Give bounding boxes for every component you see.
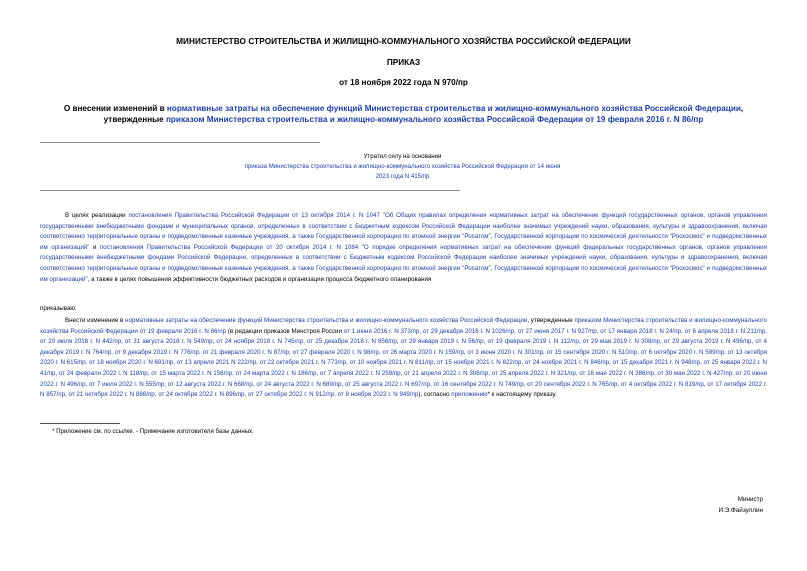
divider-top bbox=[40, 142, 320, 143]
body-text: Внести изменение в bbox=[65, 317, 126, 324]
footnote: * Приложение см. по ссылке. - Примечание изготовителя базы данных. bbox=[52, 428, 254, 435]
preamble-text: и bbox=[89, 243, 100, 251]
body-text: , утвержденные bbox=[527, 317, 575, 324]
title-link-order[interactable]: приказом Министерства строительства и жилищно-коммунального хозяйства Российской Федерации от 19 февраля 2016 г. N 86/пр bbox=[165, 115, 704, 124]
preamble-text: В целях реализации bbox=[65, 212, 129, 219]
body-link-order[interactable]: приказом Министерства строительства и жилищно-коммунального хозяйства Российской Федерации от 19 февраля 2016 г. N 86/пр bbox=[40, 317, 767, 335]
ministry-name: МИНИСТЕРСТВО СТРОИТЕЛЬСТВА И ЖИЛИЩНО-КОММУНАЛЬНОГО ХОЗЯЙСТВА РОССИЙСКОЙ ФЕДЕРАЦИИ bbox=[176, 37, 631, 46]
body-text: (в редакции приказов Минстроя России bbox=[226, 327, 344, 335]
footnote-divider bbox=[40, 423, 120, 424]
preamble-text: , а также в целях повышения эффективности бюджетных расходов и организации процесса бюджетного планирования bbox=[87, 275, 432, 283]
order-body-paragraph bbox=[40, 316, 767, 401]
document-type: ПРИКАЗ bbox=[386, 58, 421, 67]
preamble-link-1047[interactable]: постановления Правительства Российской Федерации от 13 октября 2014 г. N 1047 "Об Общих правилах определения нормативных затрат на обеспечение функций государственных органов, органов управления государственными внебюджетными фондами и муниципальных органов, определенных в соответствии с Бюджетным кодексом Российской Федерации наиболее значимых учреждений науки, образования, культуры и здравоохранения, включая соответственно территориальные органы и подведомственные казенные учреждения, а также Государственной корпорации по атомной энергии "Росатом", Государственной корпорации по космической деятельности "Роскосмос" и подведомственных им организаций" bbox=[40, 212, 767, 251]
revocation-note bbox=[240, 152, 565, 182]
preamble-paragraph bbox=[40, 211, 767, 285]
body-link-amendments[interactable]: от 1 июня 2016 г. N 373/пр, от 29 декабря 2016 г. N 1026/пр, от 27 июня 2017 г. N 927/пр, от 17 января 2018 г. N 24/пр, от 6 апреля 2018 г. N 211/пр, от 20 июля 2018 г. N 442/пр, от 31 августа 2018 г. N 549/пр, от 24 ноября 2018 г. N 745/пр, от 25 декабря 2018 г. N 856/пр, от 29 января 2019 г. N 56/пр, от 19 февраля 2019 г. N 112/пр, от 29 мая 2019 г. N 308/пр, от 29 августа 2019 г. N 496/пр, от 4 декабря 2019 г. N 764/пр, от 9 декабря 2019 г. N 776/пр, от 21 февраля 2020 г. N 87/пр, от 27 февраля 2020 г. N 98/пр, от 26 марта 2020 г. N 159/пр, от 3 июня 2020 г. N 301/пр, от 15 сентября 2020 г. N 510/пр, от 6 октября 2020 г. N 589/пр, от 13 октября 2020 г. N 615/пр, от 18 ноября 2020 г. N 691/пр, от 13 апреля 2021 N 222/пр, от 22 октября 2021 г. N 773/пр, от 10 ноября 2021 г. N 811/пр, от 15 ноября 2021 г. N 822/пр, от 24 ноября 2021 г. N 846/пр, от 15 декабря 2021 г. N 948/пр, от 25 января 2022 г. N 41/пр, от 24 февраля 2022 г. N 118/пр, от 15 марта 2022 г. N 156/пр, от 24 марта 2022 г. N 186/пр, от 7 апреля 2022 г. N 259/пр, от 21 апреля 2022 г. N 306/пр, от 25 апреля 2022 г. N 321/пр, от 16 мая 2022 г. N 386/пр, от 30 мая 2022 г. N 427/пр, от 20 июня 2022 г. N 496/пр, от 7 июля 2022 г. N 555/пр, от 12 августа 2022 г. N 668/пр, от 24 августа 2022 г. N 689/пр, от 25 августа 2022 г. N 697/пр, от 16 сентября 2022 г. N 749/пр, от 20 сентября 2022 г. N 765/пр, от 4 октября 2022 г. N 819/пр, от 17 октября 2022 г. N 857/пр, от 21 октября 2022 г. N 886/пр, от 24 октября 2022 г. N 896/пр, от 27 октября 2022 г. N 912/пр, от 8 ноября 2022 г. N 949/пр bbox=[40, 327, 767, 399]
preamble-link-1084[interactable]: постановления Правительства Российской Федерации от 20 октября 2014 г. N 1084 "О порядке определения нормативных затрат на обеспечение функций федеральных государственных органов, органов управления государственными внебюджетными фондами Российской Федерации, определенных в соответствии с Бюджетным кодексом Российской Федерации наиболее значимых учреждений науки, образования, культуры и здравоохранения, включая соответственно территориальные органы и подведомственные казенные учреждения, а также Государственной корпорации по атомной энергии "Росатом", Государственной корпорации по космической деятельности "Роскосмос" и подведомственных им организаций" bbox=[40, 243, 767, 283]
signer-name: И.Э.Файзуллин bbox=[718, 507, 763, 514]
body-link-costs[interactable]: нормативные затраты на обеспечение функций Министерства строительства и жилищно-коммунального хозяйства Российской Федерации bbox=[125, 317, 528, 324]
document-title bbox=[40, 103, 767, 125]
signer-position: Министр bbox=[737, 496, 763, 503]
title-text: О внесении изменений в bbox=[63, 104, 167, 113]
revocation-label: Утратил силу на основании bbox=[363, 153, 442, 160]
document-date-number: от 18 ноября 2022 года N 970/пр bbox=[339, 78, 468, 87]
body-link-appendix[interactable]: приложению bbox=[451, 391, 488, 399]
divider-bottom bbox=[40, 190, 460, 191]
body-text: * к настоящему приказу. bbox=[487, 391, 557, 399]
title-link-costs[interactable]: нормативные затраты на обеспечение функций Министерства строительства и жилищно-коммунального хозяйства Российской Федерации bbox=[166, 104, 741, 113]
title-text: , утвержденные bbox=[103, 104, 744, 124]
body-text: ), согласно bbox=[418, 391, 452, 399]
revocation-link[interactable]: приказа Министерства строительства и жилищно-коммунального хозяйства Российской Федерации от 14 июня 2023 года N 415/пр bbox=[244, 163, 561, 180]
order-word: приказываю: bbox=[40, 305, 77, 312]
